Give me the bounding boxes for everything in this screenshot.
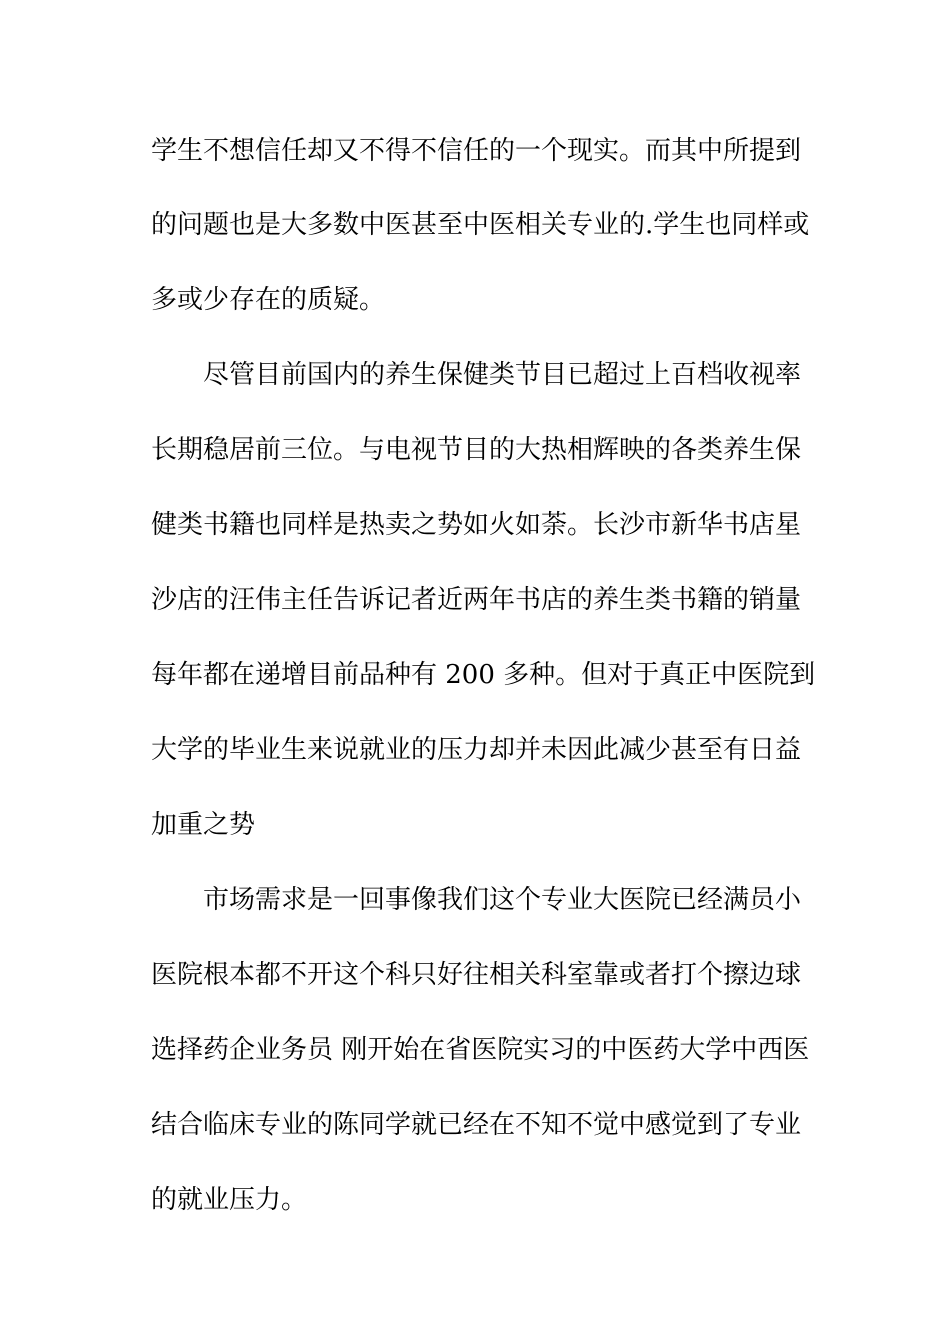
paragraph-3-line-3: 选择药企业务员 刚开始在省医院实习的中医药大学中西医 xyxy=(151,1035,810,1065)
paragraph-1-line-1: 学生不想信任却又不得不信任的一个现实。而其中所提到 xyxy=(151,136,802,166)
paragraph-3-line-1: 市场需求是一回事像我们这个专业大医院已经满员小 xyxy=(203,885,802,915)
paragraph-3-line-2: 医院根本都不开这个科只好往相关科室靠或者打个擦边球 xyxy=(151,960,802,990)
paragraph-2-line-1: 尽管目前国内的养生保健类节目已超过上百档收视率 xyxy=(203,360,802,390)
paragraph-1-line-3: 多或少存在的质疑。 xyxy=(151,285,386,315)
paragraph-1-line-2: 的问题也是大多数中医甚至中医相关专业的.学生也同样或 xyxy=(151,210,810,240)
paragraph-2-line-3: 健类书籍也同样是热卖之势如火如荼。长沙市新华书店星 xyxy=(151,510,802,540)
paragraph-2-line-5: 每年都在递增目前品种有 200 多种。但对于真正中医院到 xyxy=(151,660,816,690)
paragraph-2-line-7: 加重之势 xyxy=(151,810,256,840)
paragraph-2-line-4: 沙店的汪伟主任告诉记者近两年书店的养生类书籍的销量 xyxy=(151,585,802,615)
paragraph-2-line-2: 长期稳居前三位。与电视节目的大热相辉映的各类养生保 xyxy=(151,435,802,465)
paragraph-2-line-6: 大学的毕业生来说就业的压力却并未因此减少甚至有日益 xyxy=(151,735,802,765)
paragraph-3-line-5: 的就业压力。 xyxy=(151,1185,308,1215)
paragraph-3-line-4: 结合临床专业的陈同学就已经在不知不觉中感觉到了专业 xyxy=(151,1110,802,1140)
